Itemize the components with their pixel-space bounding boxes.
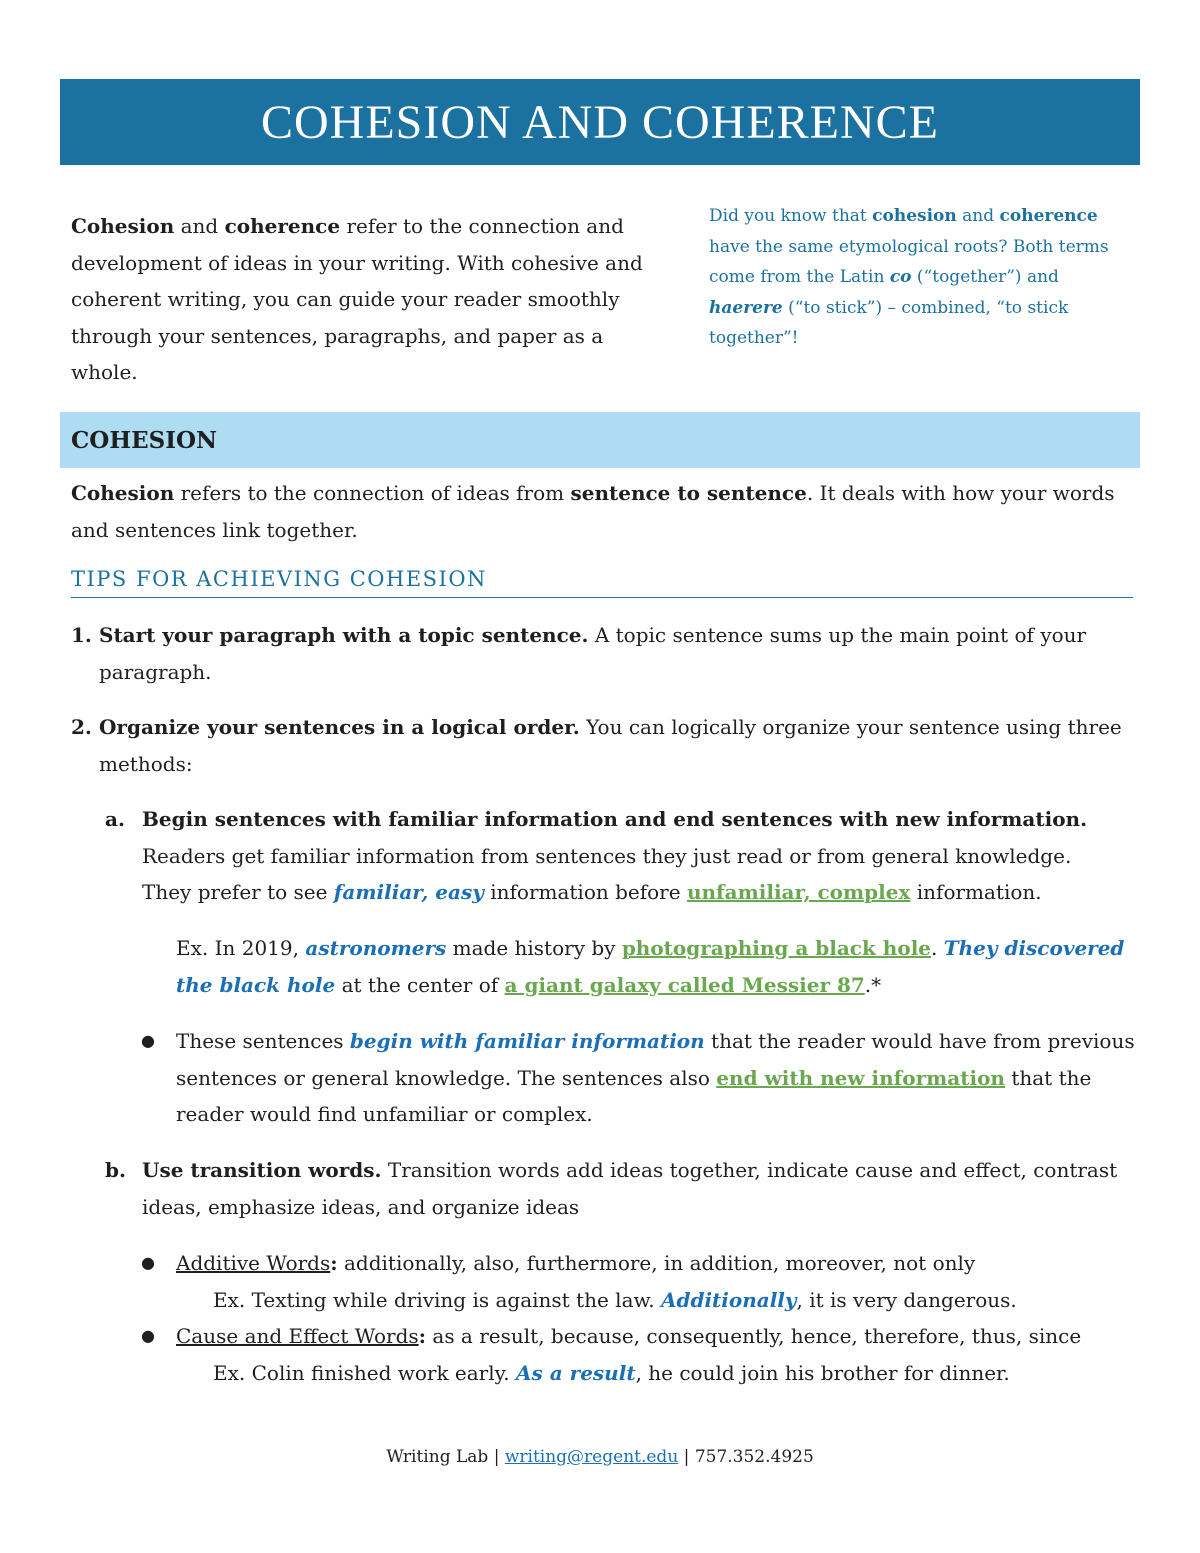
def-text: . It deals with how your words and sentences link together. <box>71 481 1115 542</box>
tip-bold: Organize your sentences in a logical order. <box>99 715 580 739</box>
callout-text: (“together”) and <box>911 267 1059 287</box>
bullet-familiar-explanation <box>141 1023 1136 1133</box>
sub-item-b <box>105 1152 1125 1225</box>
callout-text: and <box>956 206 1000 226</box>
sub-item-a <box>105 801 1125 911</box>
example-text: Ex. Texting while driving is against the law. <box>213 1287 661 1312</box>
cohesion-definition <box>71 475 1131 548</box>
footer-phone: 757.352.4925 <box>694 1447 814 1467</box>
footer-email-link[interactable]: writing@regent.edu <box>504 1447 679 1467</box>
term-coherence: coherence <box>224 214 341 238</box>
term-cohesion: Cohesion <box>71 214 175 238</box>
callout-term-haerere: haerere <box>709 297 783 318</box>
bullet-text: that the reader would find unfamiliar or complex. <box>176 1065 1092 1126</box>
category-label: Additive Words <box>176 1251 331 1275</box>
footer-lab-name: Writing Lab <box>386 1447 489 1467</box>
example-text: Ex. Colin finished work early. <box>213 1360 516 1385</box>
sub-text: information before <box>483 880 687 904</box>
def-term: Cohesion <box>71 481 175 505</box>
category-colon: : <box>418 1324 427 1348</box>
def-emphasis: sentence to sentence <box>570 481 807 505</box>
word-list: as a result, because, consequently, hence, therefore, thus, since <box>426 1324 1082 1348</box>
sub-text: information. <box>910 880 1042 904</box>
intro-and: and <box>174 214 225 238</box>
callout-term-cohesion: cohesion <box>872 206 957 226</box>
tip-text: A topic sentence sums up the main point of your paragraph. <box>99 623 1087 684</box>
footer-separator: | <box>678 1447 695 1467</box>
word-list: additionally, also, furthermore, in addition, moreover, not only <box>337 1251 976 1275</box>
example-text: , it is very dangerous. <box>796 1287 1017 1312</box>
example-text: . <box>931 936 944 960</box>
bullet-cause-effect-words <box>141 1318 1136 1391</box>
def-text: refers to the connection of ideas from <box>174 481 571 505</box>
intro-text: refer to the connection and development of ideas in your writing. With cohesive and coherent writing, you can guide your reader smoothly through your sentences, paragraphs, and paper as a whole. <box>71 214 643 384</box>
bullet-text: These sentences <box>176 1029 350 1053</box>
callout-text: Did you know that <box>709 206 873 226</box>
example-text: , he could join his brother for dinner. <box>635 1360 1010 1385</box>
familiar-phrase: Additionally <box>660 1287 797 1312</box>
example-text: Ex. In 2019, <box>176 936 306 960</box>
familiar-phrase: begin with familiar information <box>349 1029 705 1053</box>
tip-item-2 <box>71 709 1131 782</box>
tip-item-1 <box>71 617 1131 690</box>
new-phrase: end with new information <box>716 1065 1005 1090</box>
tip-text: You can logically organize your sentence using three methods: <box>99 715 1122 776</box>
bullet-text: that the reader would have from previous sentences or general knowledge. The sentences also <box>176 1029 1135 1090</box>
familiar-phrase: They discovered the black hole <box>176 936 1125 997</box>
familiar-phrase: astronomers <box>305 936 447 960</box>
example-black-hole <box>176 930 1136 1003</box>
tip-number: 1. <box>71 623 92 647</box>
category-colon: : <box>330 1251 338 1275</box>
page-title: COHESION AND COHERENCE <box>60 79 1140 165</box>
sub-letter: b. <box>105 1158 126 1182</box>
tips-heading: TIPS FOR ACHIEVING COHESION <box>71 567 1133 598</box>
tip-bold: Start your paragraph with a topic sentence. <box>99 623 589 647</box>
new-phrase: unfamiliar, complex <box>686 880 911 904</box>
sub-letter: a. <box>105 807 125 831</box>
callout-term-coherence: coherence <box>999 206 1098 226</box>
sub-bold: Begin sentences with familiar information and end sentences with new information. <box>142 807 1088 831</box>
footer-separator: | <box>488 1447 505 1467</box>
bullet-additive-words <box>141 1245 1136 1318</box>
example-text: at the center of <box>335 972 505 997</box>
example-text: made history by <box>446 936 622 960</box>
bullet-icon: ● <box>141 1031 155 1050</box>
category-label: Cause and Effect Words <box>176 1324 419 1348</box>
sub-text: Readers get familiar information from sentences they just read or from general knowledge. They prefer to see <box>142 843 1072 904</box>
new-phrase: a giant galaxy called Messier 87 <box>504 972 865 997</box>
familiar-phrase: familiar, easy <box>333 880 484 904</box>
tip-number: 2. <box>71 715 92 739</box>
bullet-icon: ● <box>141 1253 155 1272</box>
new-phrase: photographing a black hole <box>621 936 932 960</box>
familiar-phrase: As a result <box>516 1360 636 1385</box>
bullet-icon: ● <box>141 1326 155 1345</box>
sub-text: Transition words add ideas together, indicate cause and effect, contrast ideas, emphasize ideas, and organize ideas <box>142 1158 1118 1219</box>
example-text: .* <box>864 972 882 997</box>
callout-text: have the same etymological roots? Both terms come from the Latin <box>709 236 1109 287</box>
callout-term-co: co <box>889 267 912 287</box>
footer <box>0 1447 1200 1467</box>
section-heading-cohesion: COHESION <box>60 412 1140 468</box>
sub-bold: Use transition words. <box>142 1158 382 1182</box>
did-you-know-callout <box>709 201 1129 354</box>
intro-paragraph <box>71 208 671 391</box>
callout-text: (“to stick”) – combined, “to stick together”! <box>709 297 1069 348</box>
